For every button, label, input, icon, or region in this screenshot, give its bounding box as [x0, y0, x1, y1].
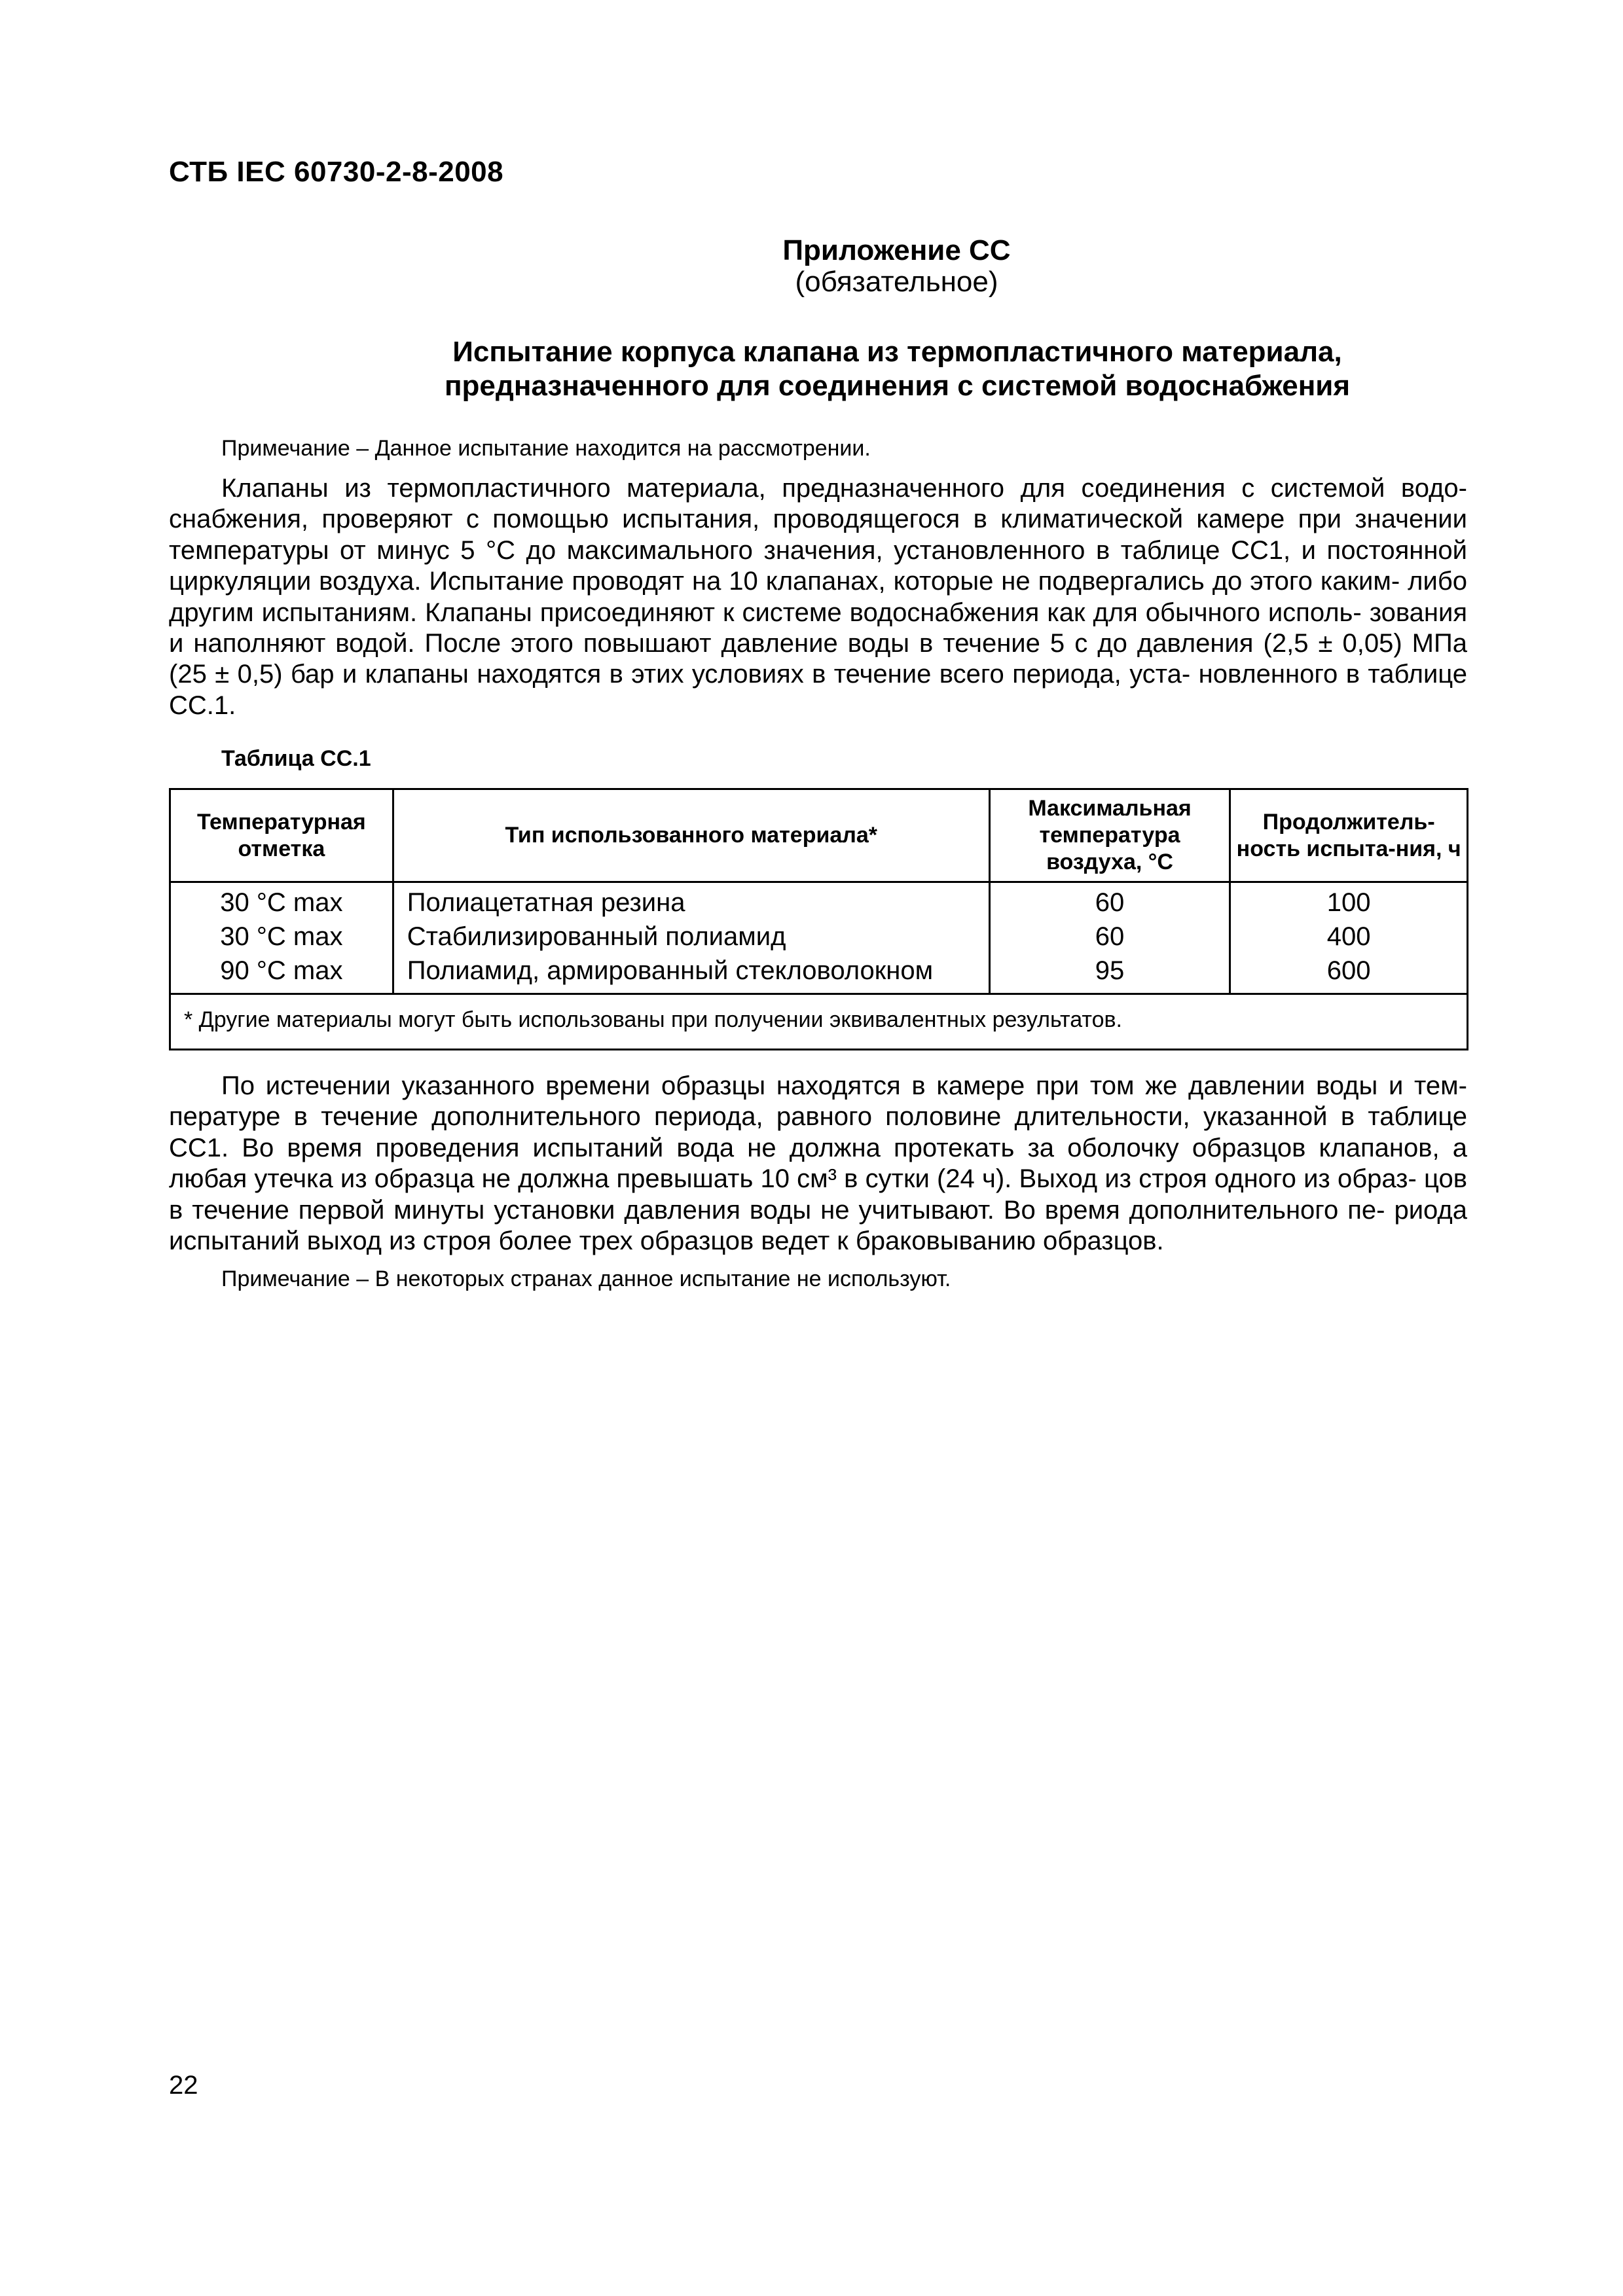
paragraph-text — [169, 473, 1467, 721]
paragraph-line: (2,5 ± 0,05) МПа (25 ± 0,5) бар и клапаны находятся в этих условиях в течение всего периода, уста- — [169, 629, 1467, 689]
table-row — [170, 920, 1468, 954]
paragraph-line: либо другим испытаниям. Клапаны присоединяют к системе водоснабжения как для обычного исполь- — [169, 567, 1467, 627]
heading-line: предназначенного для соединения с системой водоснабжения — [444, 370, 1351, 402]
standard-code: СТБ IEC 60730-2-8-2008 — [169, 156, 504, 188]
cell-material: Стабилизированный полиамид — [393, 920, 989, 954]
annex-title: Приложение СС — [782, 234, 1011, 266]
paragraph-line: циркуляции воздуха. Испытание проводят на 10 клапанах, которые не подвергались до этого каким- — [169, 567, 1400, 596]
paragraph-line: СС1. Во время проведения испытаний вода не должна протекать за оболочку образцов клапанов, а — [169, 1133, 1467, 1162]
cell-temp-mark: 30 °С max — [170, 920, 393, 954]
test-conditions-table — [169, 788, 1468, 1050]
cell-material: Полиамид, армированный стекловолокном — [393, 954, 989, 994]
table-caption: Таблица СС.1 — [221, 746, 371, 771]
table-footnote-row — [170, 994, 1468, 1050]
cell-temp-mark: 90 °С max — [170, 954, 393, 994]
note-not-used: Примечание – В некоторых странах данное испытание не используют. — [221, 1266, 951, 1291]
heading-line: Испытание корпуса клапана из термопластичного материала, — [452, 336, 1342, 368]
cell-max-temp: 60 — [989, 920, 1230, 954]
cell-temp-mark: 30 °С max — [170, 882, 393, 920]
paragraph-line: цов в течение первой минуты установки давления воды не учитывают. Во время дополнительного пе- — [169, 1164, 1467, 1225]
cell-duration: 400 — [1230, 920, 1468, 954]
paragraph-test-results — [169, 1071, 1467, 1257]
paragraph-line: По истечении указанного времени образцы находятся в камере при том же давлении воды и тем- — [221, 1071, 1467, 1100]
column-header: Тип использованного материала* — [393, 789, 989, 882]
paragraph-line: любая утечка из образца не должна превышать 10 см³ в сутки (24 ч). Выход из строя одного из образ- — [169, 1164, 1417, 1194]
column-header: Продолжитель-ность испыта-ния, ч — [1230, 789, 1468, 882]
table-row — [170, 954, 1468, 994]
paragraph-line: новленного в таблице СС.1. — [169, 660, 1467, 720]
cell-max-temp: 60 — [989, 882, 1230, 920]
cell-duration: 100 — [1230, 882, 1468, 920]
cell-duration: 600 — [1230, 954, 1468, 994]
paragraph-line: Клапаны из термопластичного материала, предназначенного для соединения с системой водо- — [221, 474, 1467, 503]
paragraph-line: пературе в течение дополнительного периода, равного половине длительности, указанной в таблице — [169, 1102, 1467, 1132]
paragraph-line: риода испытаний выход из строя более трех образцов ведет к браковыванию образцов. — [169, 1195, 1467, 1256]
table-footnote: * Другие материалы могут быть использованы при получении эквивалентных результатов. — [170, 994, 1468, 1050]
cell-material: Полиацетатная резина — [393, 882, 989, 920]
annex-status: (обязательное) — [795, 266, 998, 298]
column-header: Температурная отметка — [170, 789, 393, 882]
table-header-row — [170, 789, 1468, 882]
page-number: 22 — [169, 2071, 198, 2100]
note-under-review: Примечание – Данное испытание находится на рассмотрении. — [221, 436, 871, 461]
paragraph-line: снабжения, проверяют с помощью испытания, проводящегося в климатической камере при значении — [169, 505, 1467, 534]
table-row — [170, 882, 1468, 920]
section-heading — [0, 335, 1623, 403]
paragraph-line: температуры от минус 5 °С до максимального значения, установленного в таблице СС1, и постоянной — [169, 535, 1467, 565]
paragraph-test-description — [169, 473, 1467, 721]
paragraph-line: зования и наполняют водой. После этого повышают давление воды в течение 5 с до давления — [169, 598, 1467, 658]
cell-max-temp: 95 — [989, 954, 1230, 994]
column-header: Максимальная температура воздуха, °С — [989, 789, 1230, 882]
paragraph-text — [169, 1071, 1467, 1257]
